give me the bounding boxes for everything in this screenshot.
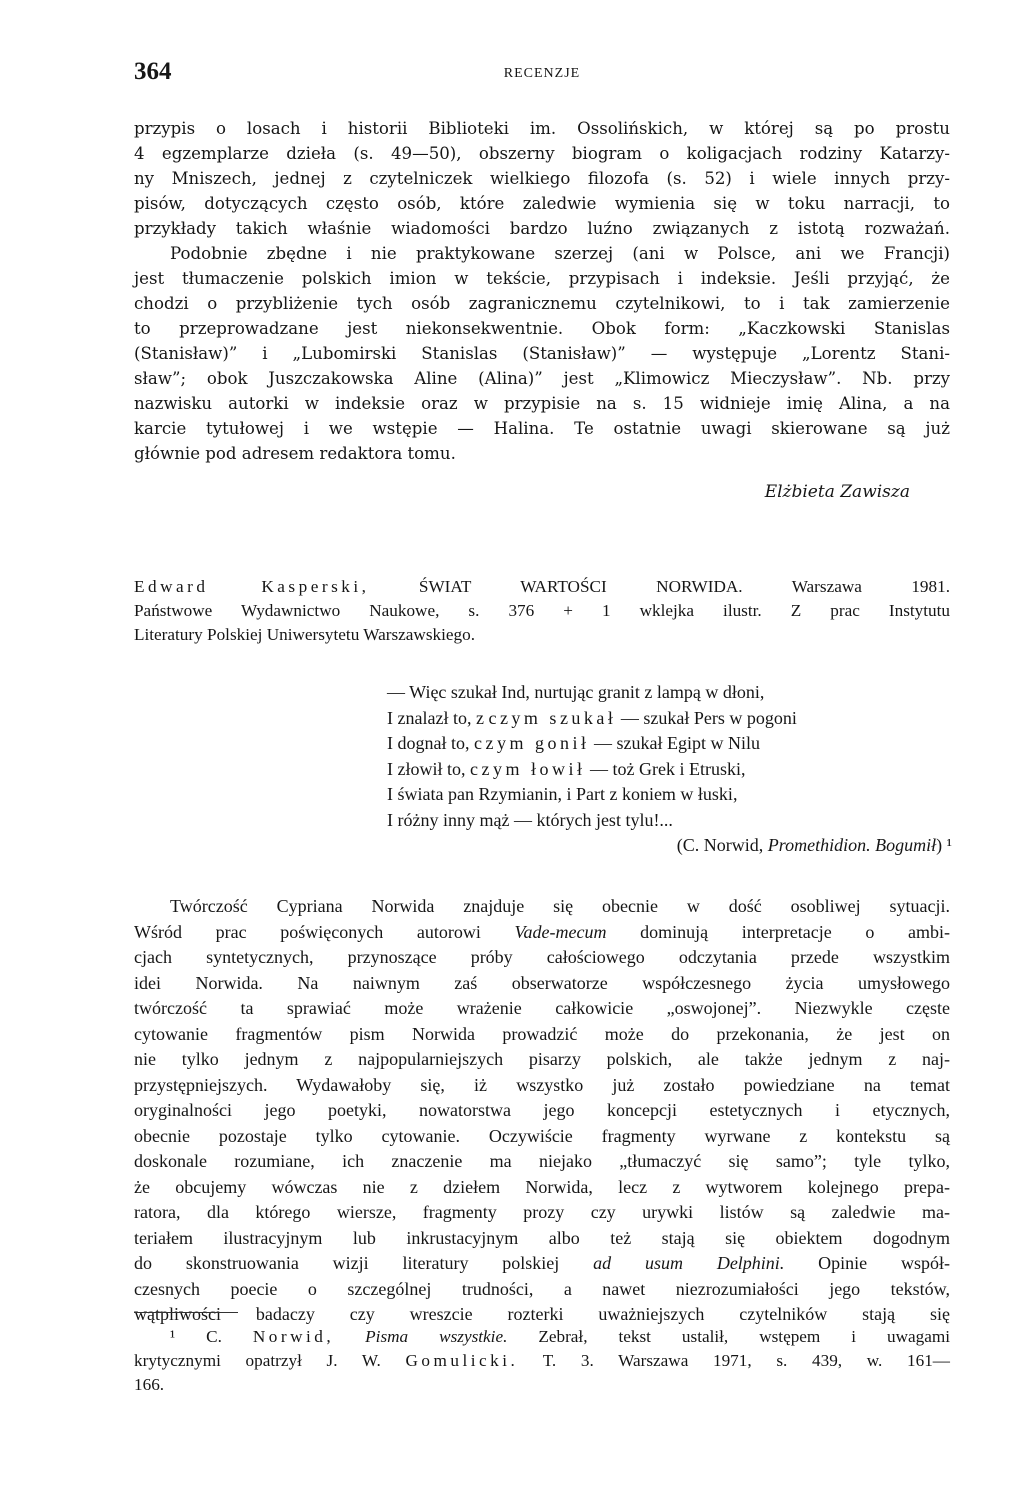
footnote-line: ¹ C. Norwid, Pisma wszystkie. Zebrał, tekst ustalił, wstępem i uwagami: [170, 1327, 951, 1346]
review-body: [134, 894, 950, 1328]
book-author: Edward Kasperski,: [134, 577, 370, 596]
text-line: przykłady takich właśnie wiadomości bardzo luźno związanych z istotą rozważań.: [134, 219, 950, 238]
text-line: nazwisku autorki w indeksie oraz w przypisie na s. 15 widnieje imię Alina, a na: [134, 394, 950, 413]
text-line: doskonale rozumiane, ich znaczenie ma niejako „tłumaczyć się samo”; tyle tylko,: [134, 1151, 950, 1171]
page-header: [134, 58, 950, 98]
text-line: 4 egzemplarze dzieła (s. 49—50), obszerny biogram o koligacjach rodziny Katarzy-: [134, 144, 950, 163]
text-line: jest tłumaczenie polskich imion w tekście, przypisach i indeksie. Jeśli przyjąć, że: [134, 269, 950, 288]
text-line: przypis o losach i historii Biblioteki im. Ossolińskich, w której są po prostu: [134, 119, 950, 138]
verse-line: — Więc szukał Ind, nurtując granit z lampą w dłoni,: [387, 682, 765, 702]
text-line: Twórczość Cypriana Norwida znajduje się obecnie w dość osobliwej sytuacji.: [170, 896, 950, 916]
footnote-line: krytycznymi opatrzył J. W. Gomulicki. T. 3. Warszawa 1971, s. 439, w. 161—: [134, 1351, 950, 1370]
text-line: cytowanie fragmentów pism Norwida prowadzić może do przekonania, że jest on: [134, 1023, 950, 1044]
reviewer-signature: Elżbieta Zawisza: [764, 482, 910, 502]
text-line: głównie pod adresem redaktora tomu.: [134, 444, 456, 463]
review-continuation: [134, 116, 950, 466]
text-line: czesnych poecie o szczególnej trudności, a nawet niezrozumiałości jego tekstów,: [134, 1278, 950, 1299]
text-line: przystępniejszych. Wydawałoby się, iż wszystko już zostało powiedziane na temat: [134, 1074, 950, 1095]
text-line: twórczość ta sprawiać może wrażenie całkowicie „oswojonej”. Niezwykle częste: [134, 998, 950, 1018]
verse-line: I złowił to, czym łowił — toż Grek i Etruski,: [387, 758, 746, 779]
text-line: (Stanisław)” i „Lubomirski Stanislas (Stanisław)” — występuje „Lorentz Stani-: [134, 344, 950, 363]
verse-line: I różny inny mąż — których jest tylu!...: [387, 809, 673, 830]
citation-line: Literatury Polskiej Uniwersytetu Warszawskiego.: [134, 625, 476, 644]
text-line: to przeprowadzane jest niekonsekwentnie. Obok form: „Kaczkowski Stanislas: [134, 319, 950, 338]
text-line: Podobnie zbędne i nie praktykowane szerzej (ani w Polsce, ani we Francji): [170, 244, 950, 263]
text-line: sław”; obok Juszczakowska Aline (Alina)” jest „Klimowicz Mieczysław”. Nb. przy: [134, 369, 950, 388]
footnote-line: 166.: [134, 1375, 165, 1394]
text-line: oryginalności jego poetyki, nowatorstwa jego koncepcji estetycznych i etycznych,: [134, 1100, 950, 1120]
text-line: idei Norwida. Na naiwnym zaś obserwatorze współczesnego życia umysłowego: [134, 972, 950, 993]
book-title: ŚWIAT WARTOŚCI NORWIDA. Warszawa 1981.: [369, 577, 950, 596]
verse-line: I świata pan Rzymianin, i Part z koniem w łuski,: [387, 784, 738, 804]
verse-line: I dognał to, czym gonił — szukał Egipt w Nilu: [387, 733, 760, 753]
text-line: Wśród prac poświęconych autorowi Vade-mecum dominują interpretacje o ambi-: [134, 921, 950, 942]
text-line: nie tylko jednym z najpopularniejszych pisarzy polskich, ale także jednym z naj-: [134, 1049, 950, 1069]
text-line: teriałem ilustracyjnym lub inkrustacyjnym albo też stają się obiektem dogodnym: [134, 1227, 950, 1248]
text-line: że obcujemy wówczas nie z dziełem Norwida, lecz z wytworem kolejnego prepa-: [134, 1176, 950, 1197]
page-number: 364: [134, 58, 172, 85]
epigraph: [387, 680, 952, 859]
text-line: ratora, dla którego wiersze, fragmenty prozy czy urywki listów są zaledwie ma-: [134, 1202, 950, 1222]
running-head: RECENZJE: [503, 66, 581, 81]
text-line: do skonstruowania wizji literatury polskiej ad usum Delphini. Opinie współ-: [134, 1253, 950, 1273]
text-line: cjach syntetycznych, przynoszące próby całościowego odczytania przede wszystkim: [134, 947, 950, 967]
text-line: wątpliwości badaczy czy wreszcie rozterki uważniejszych czytelników stają się: [134, 1304, 950, 1324]
citation-line: Państwowe Wydawnictwo Naukowe, s. 376 + 1 wklejka ilustr. Z prac Instytutu: [134, 601, 950, 620]
footnotes: [134, 1325, 950, 1397]
citation-line: [134, 575, 950, 599]
footnote-rule: [134, 1312, 238, 1313]
verse-line: I znalazł to, z czym szukał — szukał Pers w pogoni: [387, 707, 797, 728]
text-line: chodzi o przybliżenie tych osób zagranicznemu czytelnikowi, to i tak zamierzenie: [134, 294, 950, 313]
text-line: obecnie pozostaje tylko cytowanie. Oczywiście fragmenty wyrwane z kontekstu są: [134, 1125, 950, 1146]
text-line: ny Mniszech, jednej z czytelniczek wielkiego filozofa (s. 52) i wiele innych przy-: [134, 169, 950, 188]
text-line: pisów, dotyczących często osób, które zaledwie wymienia się w toku narracji, to: [134, 194, 950, 213]
book-citation: [134, 575, 950, 647]
text-line: karcie tytułowej i we wstępie — Halina. Te ostatnie uwagi skierowane są już: [134, 419, 950, 438]
epigraph-source: (C. Norwid, Promethidion. Bogumił) ¹: [676, 835, 952, 855]
